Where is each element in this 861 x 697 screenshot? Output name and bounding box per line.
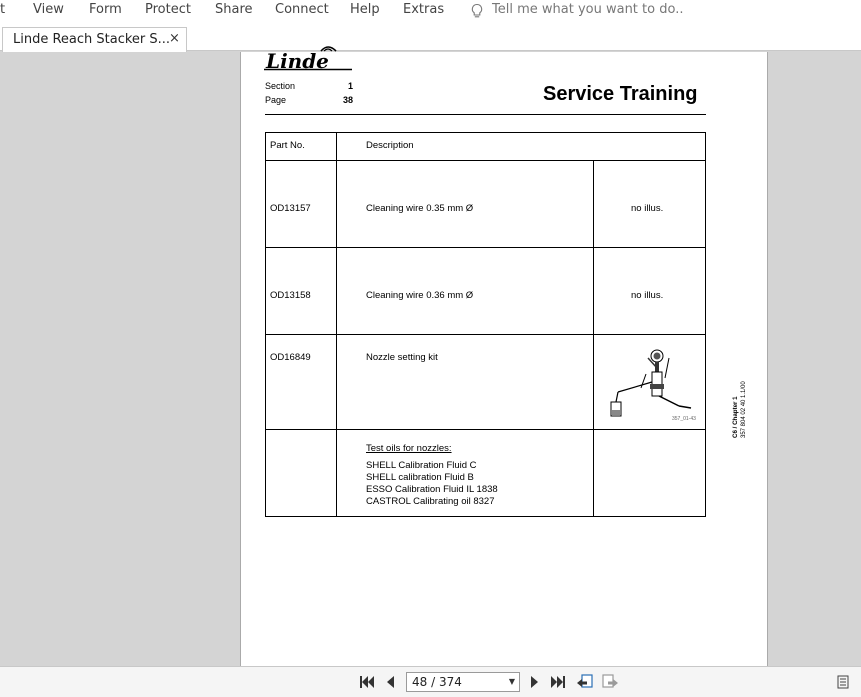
test-oil-item: ESSO Calibration Fluid IL 1838 <box>366 484 498 495</box>
header-part-no: Part No. <box>270 140 305 151</box>
first-page-icon[interactable] <box>358 674 376 690</box>
header-divider <box>265 114 706 115</box>
menu-item-help[interactable]: Help <box>350 2 380 17</box>
column-divider <box>336 133 337 516</box>
column-divider <box>593 160 594 516</box>
pdf-page <box>240 49 768 666</box>
test-oils-heading: Test oils for nozzles: <box>366 443 452 454</box>
row-illustration-note: no illus. <box>631 203 664 214</box>
linde-logo <box>264 46 356 72</box>
chevron-down-icon: ▼ <box>508 677 515 686</box>
page-layout-icon[interactable] <box>834 674 852 690</box>
row-divider <box>266 429 705 430</box>
document-tab[interactable] <box>2 27 187 52</box>
page-navigation-bar <box>0 666 861 697</box>
row-divider <box>266 247 705 248</box>
page-number-value: 48 / 374 <box>412 675 462 689</box>
header-description: Description <box>366 140 414 151</box>
row-description: Cleaning wire 0.36 mm Ø <box>366 290 474 301</box>
menu-item-view[interactable]: View <box>33 2 64 17</box>
parts-table <box>265 132 706 517</box>
test-oil-item: SHELL Calibration Fluid C <box>366 460 477 471</box>
svg-text:357_01-43: 357_01-43 <box>672 416 696 422</box>
next-page-icon[interactable] <box>525 674 543 690</box>
margin-reference-note <box>728 377 752 439</box>
svg-text:Linde: Linde <box>266 49 329 72</box>
document-viewer[interactable] <box>0 49 861 666</box>
row-description: Nozzle setting kit <box>366 352 438 363</box>
lightbulb-icon <box>470 3 484 19</box>
page-label: Page <box>265 95 287 105</box>
menu-item-extras[interactable]: Extras <box>403 2 445 17</box>
document-tab-title: Linde Reach Stacker S... <box>13 32 171 47</box>
row-part-no: OD16849 <box>270 352 311 363</box>
last-page-icon[interactable] <box>549 674 567 690</box>
menu-item-partial[interactable]: t <box>0 2 6 17</box>
row-part-no: OD13157 <box>270 203 311 214</box>
row-divider <box>266 334 705 335</box>
menu-bar <box>0 0 861 22</box>
row-illustration-note: no illus. <box>631 290 664 301</box>
row-divider <box>266 160 705 161</box>
row-description: Cleaning wire 0.35 mm Ø <box>366 203 474 214</box>
next-view-icon[interactable] <box>601 674 619 690</box>
menu-item-connect[interactable]: Connect <box>275 2 329 17</box>
previous-view-icon[interactable] <box>576 674 594 690</box>
row-part-no: OD13158 <box>270 290 311 301</box>
svg-text:357 804 02 40 1.1/00: 357 804 02 40 1.1/00 <box>741 381 747 438</box>
page-title: Service Training <box>543 83 698 105</box>
menu-item-share[interactable]: Share <box>215 2 253 17</box>
svg-text:C6 / Chapter 1: C6 / Chapter 1 <box>732 396 739 438</box>
tell-me-placeholder: Tell me what you want to do.. <box>492 2 684 17</box>
section-label: Section <box>265 81 296 91</box>
nozzle-setting-kit-illustration <box>601 344 697 422</box>
close-tab-icon[interactable]: × <box>169 31 180 46</box>
test-oil-item: CASTROL Calibrating oil 8327 <box>366 496 495 507</box>
page-number-select[interactable] <box>406 672 520 692</box>
test-oil-item: SHELL calibration Fluid B <box>366 472 474 483</box>
menu-item-form[interactable]: Form <box>89 2 122 17</box>
menu-item-protect[interactable]: Protect <box>145 2 191 17</box>
section-value: 1 <box>348 81 354 91</box>
page-value: 38 <box>343 95 354 105</box>
tab-strip <box>0 22 861 51</box>
previous-page-icon[interactable] <box>382 674 400 690</box>
